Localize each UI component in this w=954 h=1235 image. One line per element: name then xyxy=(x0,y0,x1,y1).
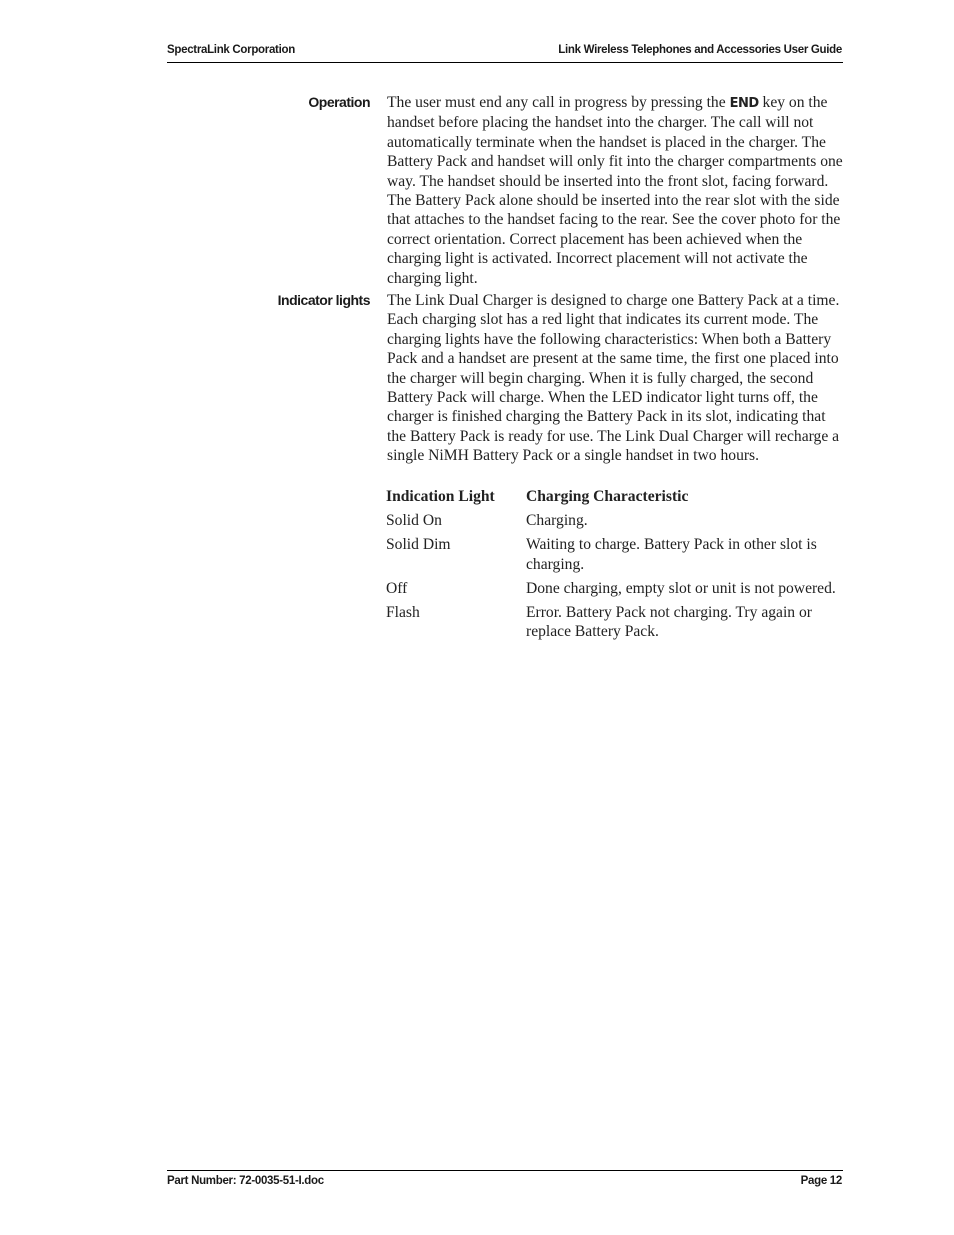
table-row xyxy=(383,603,847,646)
footer-part-number: Part Number: 72-0035-51-I.doc xyxy=(167,1175,324,1187)
table-cell: Flash xyxy=(386,603,420,621)
table-row xyxy=(383,511,847,535)
table-cell: Charging. xyxy=(526,512,588,530)
footer-page-number: Page 12 xyxy=(800,1175,842,1187)
table-row xyxy=(383,579,847,603)
table-cell: Solid On xyxy=(386,512,442,530)
column-header: Charging Characteristic xyxy=(526,488,689,505)
operation-heading: Operation xyxy=(308,94,370,110)
table-cell: Error. Battery Pack not charging. Try again or replace Battery Pack. xyxy=(526,603,812,640)
indicator-table xyxy=(383,487,847,646)
indicator-lights-paragraph: The Link Dual Charger is designed to charge one Battery Pack at a time. Each charging slot has a red light that indicates its current mode. The charging lights have the following characteristics: When both a Battery Pack and a handset are present at the same time, the first one placed into the charger will begin charging. When it is fully charged, the second Battery Pack will charge. When the LED indicator light turns off, the charger is finished charging the Battery Pack in its slot, indicating that the Battery Pack is ready for use. The Link Dual Charger will recharge a single NiMH Battery Pack or a single handset in two hours. xyxy=(387,292,840,465)
operation-text-end: key on the handset before placing the handset into the charger. The call will not automatically terminate when the handset is placed in the charger. The Battery Pack and handset will only fit into the charger compartments one way. The handset should be inserted into the front slot, facing forward. The Battery Pack alone should be inserted into the rear slot with the side that attaches to the handset facing to the rear. See the cover photo for the correct orientation. Correct placement has been achieved when the charging light is activated. Incorrect placement will not activate the charging light. xyxy=(387,94,843,287)
table-cell: Solid Dim xyxy=(386,536,451,554)
table-header-row xyxy=(383,487,847,511)
table-cell: Done charging, empty slot or unit is not powered. xyxy=(526,579,836,597)
table-cell: Off xyxy=(386,579,408,597)
table-row xyxy=(383,535,847,578)
table-cell: Waiting to charge. Battery Pack in other slot is charging. xyxy=(526,536,817,573)
column-header: Indication Light xyxy=(386,488,495,505)
page-header xyxy=(167,44,843,63)
indicator-lights-heading: Indicator lights xyxy=(277,292,370,308)
operation-paragraph xyxy=(387,93,843,288)
page-footer xyxy=(167,1170,843,1187)
end-key-label: END xyxy=(729,96,759,111)
operation-text-start: The user must end any call in progress by pressing the xyxy=(387,94,730,111)
header-company: SpectraLink Corporation xyxy=(167,44,295,56)
header-guide-title: Link Wireless Telephones and Accessories User Guide xyxy=(558,44,842,56)
